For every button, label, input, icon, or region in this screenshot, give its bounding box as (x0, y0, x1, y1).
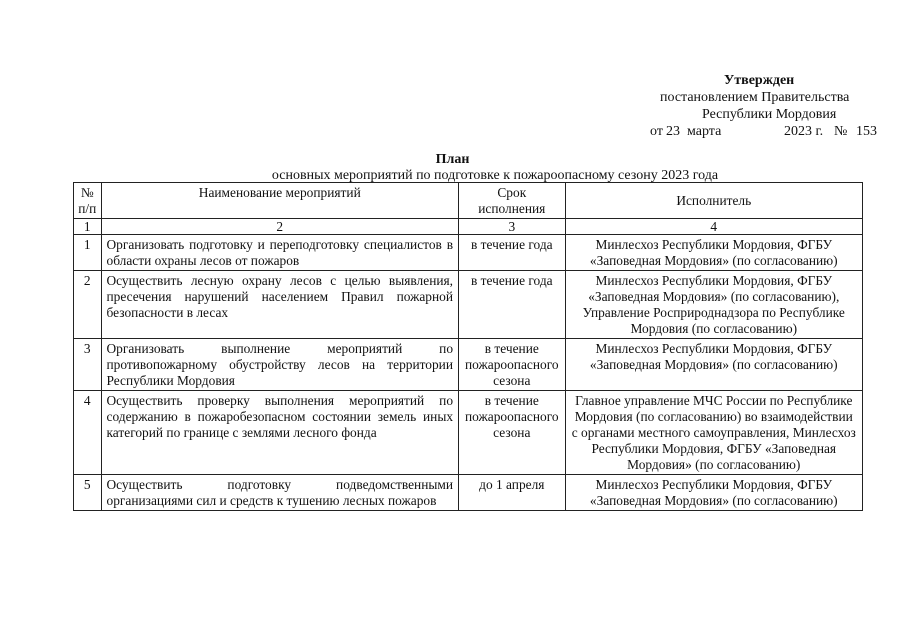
row-activity: Осуществить лесную охрану лесов с целью выявления, пресечения нарушений населением Правил пожарной безопасности в лесах (101, 271, 459, 339)
approval-block (650, 72, 880, 140)
table-row (74, 339, 863, 391)
header-name: Наименование мероприятий (101, 183, 459, 219)
document-title: План (435, 152, 470, 167)
table-header-row (74, 183, 863, 219)
row-executor: Минлесхоз Республики Мордовия, ФГБУ «Заповедная Мордовия» (по согласованию) (565, 339, 862, 391)
index-cell: 2 (101, 219, 459, 235)
row-number: 5 (74, 475, 102, 511)
row-number: 2 (74, 271, 102, 339)
plan-table (73, 182, 863, 511)
row-term: до 1 апреля (459, 475, 566, 511)
row-activity: Осуществить подготовку подведомственными организациями сил и средств к тушению лесных пожаров (101, 475, 459, 511)
table-row (74, 391, 863, 475)
row-activity: Осуществить проверку выполнения мероприятий по содержанию в пожаробезопасном состоянии земель иных категорий по границе с землями лесного фонда (101, 391, 459, 475)
row-activity: Организовать подготовку и переподготовку специалистов в области охраны лесов от пожаров (101, 235, 459, 271)
approval-date-year: 2023 г. (784, 124, 824, 139)
index-cell: 1 (74, 219, 102, 235)
row-term: в течение года (459, 271, 566, 339)
approval-date-prefix: от (650, 124, 663, 139)
row-number: 4 (74, 391, 102, 475)
approval-line-resolution: постановлением Правительства (660, 90, 850, 105)
header-number: № п/п (74, 183, 102, 219)
row-term: в течение года (459, 235, 566, 271)
index-cell: 4 (565, 219, 862, 235)
approval-number-label: № (834, 124, 848, 139)
row-executor: Минлесхоз Республики Мордовия, ФГБУ «Заповедная Мордовия» (по согласованию) (565, 475, 862, 511)
header-term: Срок исполнения (459, 183, 566, 219)
row-term: в течение пожароопасного сезона (459, 391, 566, 475)
approval-line-republic: Республики Мордовия (702, 107, 837, 122)
approval-number: 153 (856, 124, 877, 139)
row-executor: Минлесхоз Республики Мордовия, ФГБУ «Заповедная Мордовия» (по согласованию), Управление Росприроднадзора по Республике Мордовия (по согласованию) (565, 271, 862, 339)
row-executor: Главное управление МЧС России по Республике Мордовия (по согласованию) во взаимодействии с органами местного самоуправления, Минлесхоз Республики Мордовия, ФГБУ «Заповедная Мордовия» (по согласованию) (565, 391, 862, 475)
document-subtitle: основных мероприятий по подготовке к пожароопасному сезону 2023 года (271, 168, 719, 183)
row-number: 1 (74, 235, 102, 271)
table-row (74, 235, 863, 271)
header-executor: Исполнитель (565, 183, 862, 219)
approval-date-day-month: 23 марта (666, 124, 722, 139)
index-cell: 3 (459, 219, 566, 235)
row-number: 3 (74, 339, 102, 391)
approval-date-line (650, 123, 880, 140)
table-row (74, 475, 863, 511)
table-row (74, 271, 863, 339)
row-activity: Организовать выполнение мероприятий по противопожарному обустройству лесов на территории Республики Мордовия (101, 339, 459, 391)
row-executor: Минлесхоз Республики Мордовия, ФГБУ «Заповедная Мордовия» (по согласованию) (565, 235, 862, 271)
table-index-row (74, 219, 863, 235)
row-term: в течение пожароопасного сезона (459, 339, 566, 391)
approval-heading: Утвержден (724, 73, 795, 88)
